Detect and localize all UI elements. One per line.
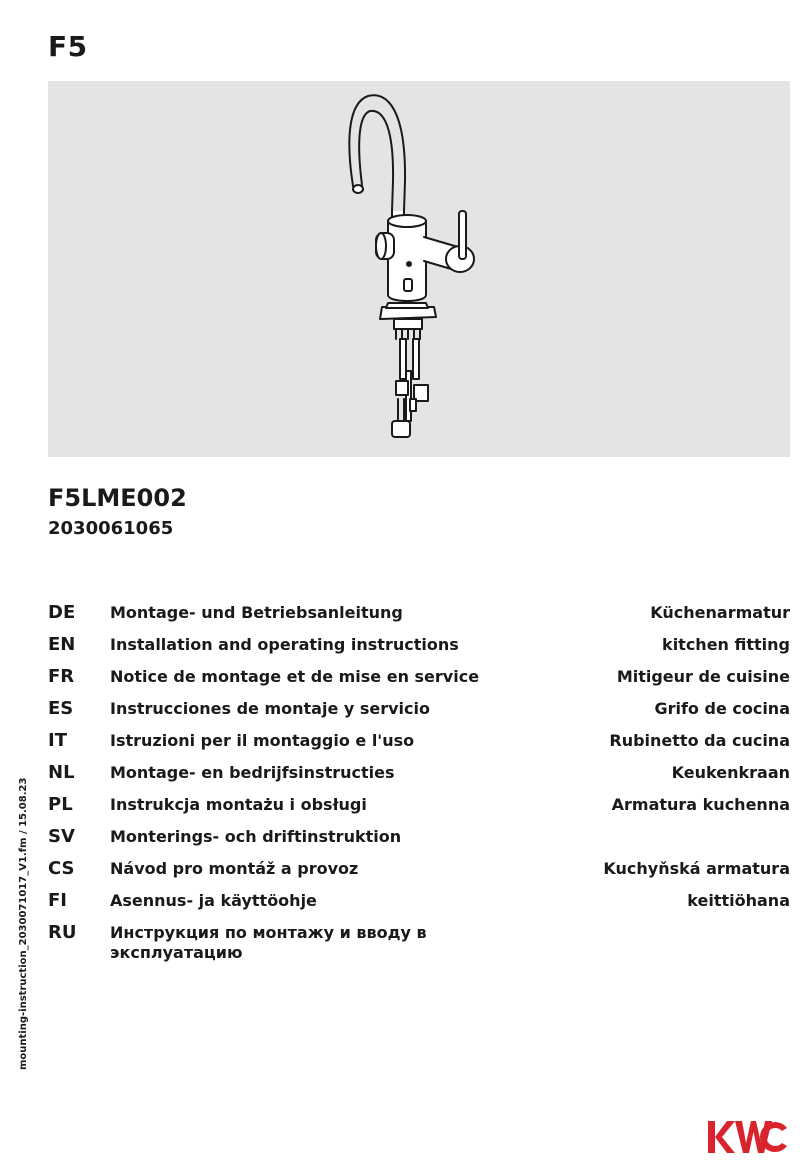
language-row-fi — [48, 891, 790, 923]
language-code: FI — [48, 890, 67, 911]
language-row-nl — [48, 763, 790, 795]
product-name: kitchen fitting — [662, 635, 790, 654]
document-title: Monterings- och driftinstruktion — [110, 827, 402, 846]
document-title: Notice de montage et de mise en service — [110, 667, 480, 686]
language-code: RU — [48, 922, 77, 943]
kitchen-faucet-illustration — [48, 81, 790, 457]
kwc-logo-mark — [708, 1119, 790, 1155]
language-code: IT — [48, 730, 67, 751]
language-row-de — [48, 603, 790, 635]
model-number: F5LME002 — [48, 484, 187, 512]
document-title: Asennus- ja käyttöohje — [110, 891, 317, 910]
product-name: Rubinetto da cucina — [609, 731, 790, 750]
kwc-logo — [708, 1119, 790, 1159]
document-title: Installation and operating instructions — [110, 635, 459, 654]
document-title: Istruzioni per il montaggio e l'uso — [110, 731, 415, 750]
product-image — [48, 81, 790, 457]
language-code: PL — [48, 794, 73, 815]
document-reference: mounting-instruction_2030071017_V1.fm / 15.08.23 — [18, 777, 29, 1070]
document-title: Montage- en bedrijfsinstructies — [110, 763, 395, 782]
product-name: Armatura kuchenna — [611, 795, 790, 814]
product-name: Grifo de cocina — [654, 699, 790, 718]
product-name: Kuchyňská armatura — [603, 859, 790, 878]
product-name: Keukenkraan — [671, 763, 790, 782]
document-title: Montage- und Betriebsanleitung — [110, 603, 403, 622]
language-code: EN — [48, 634, 76, 655]
language-row-pl — [48, 795, 790, 827]
document-title: Инструкция по монтажу и вводу в эксплуатацию — [110, 923, 427, 962]
product-name: keittiöhana — [687, 891, 790, 910]
product-name: Mitigeur de cuisine — [616, 667, 790, 686]
article-number: 2030061065 — [48, 518, 174, 539]
language-code: CS — [48, 858, 75, 879]
language-code: FR — [48, 666, 75, 687]
language-row-sv — [48, 827, 790, 859]
language-row-ru — [48, 923, 790, 971]
product-name: Küchenarmatur — [650, 603, 790, 622]
language-code: DE — [48, 602, 76, 623]
document-title: Návod pro montáž a provoz — [110, 859, 359, 878]
language-row-es — [48, 699, 790, 731]
language-row-fr — [48, 667, 790, 699]
series-title: F5 — [48, 30, 88, 63]
document-title: Instrukcja montażu i obsługi — [110, 795, 367, 814]
language-row-cs — [48, 859, 790, 891]
language-code: ES — [48, 698, 74, 719]
language-row-en — [48, 635, 790, 667]
language-code: SV — [48, 826, 75, 847]
language-list — [48, 603, 790, 971]
language-row-it — [48, 731, 790, 763]
document-title: Instrucciones de montaje y servicio — [110, 699, 430, 718]
language-code: NL — [48, 762, 75, 783]
